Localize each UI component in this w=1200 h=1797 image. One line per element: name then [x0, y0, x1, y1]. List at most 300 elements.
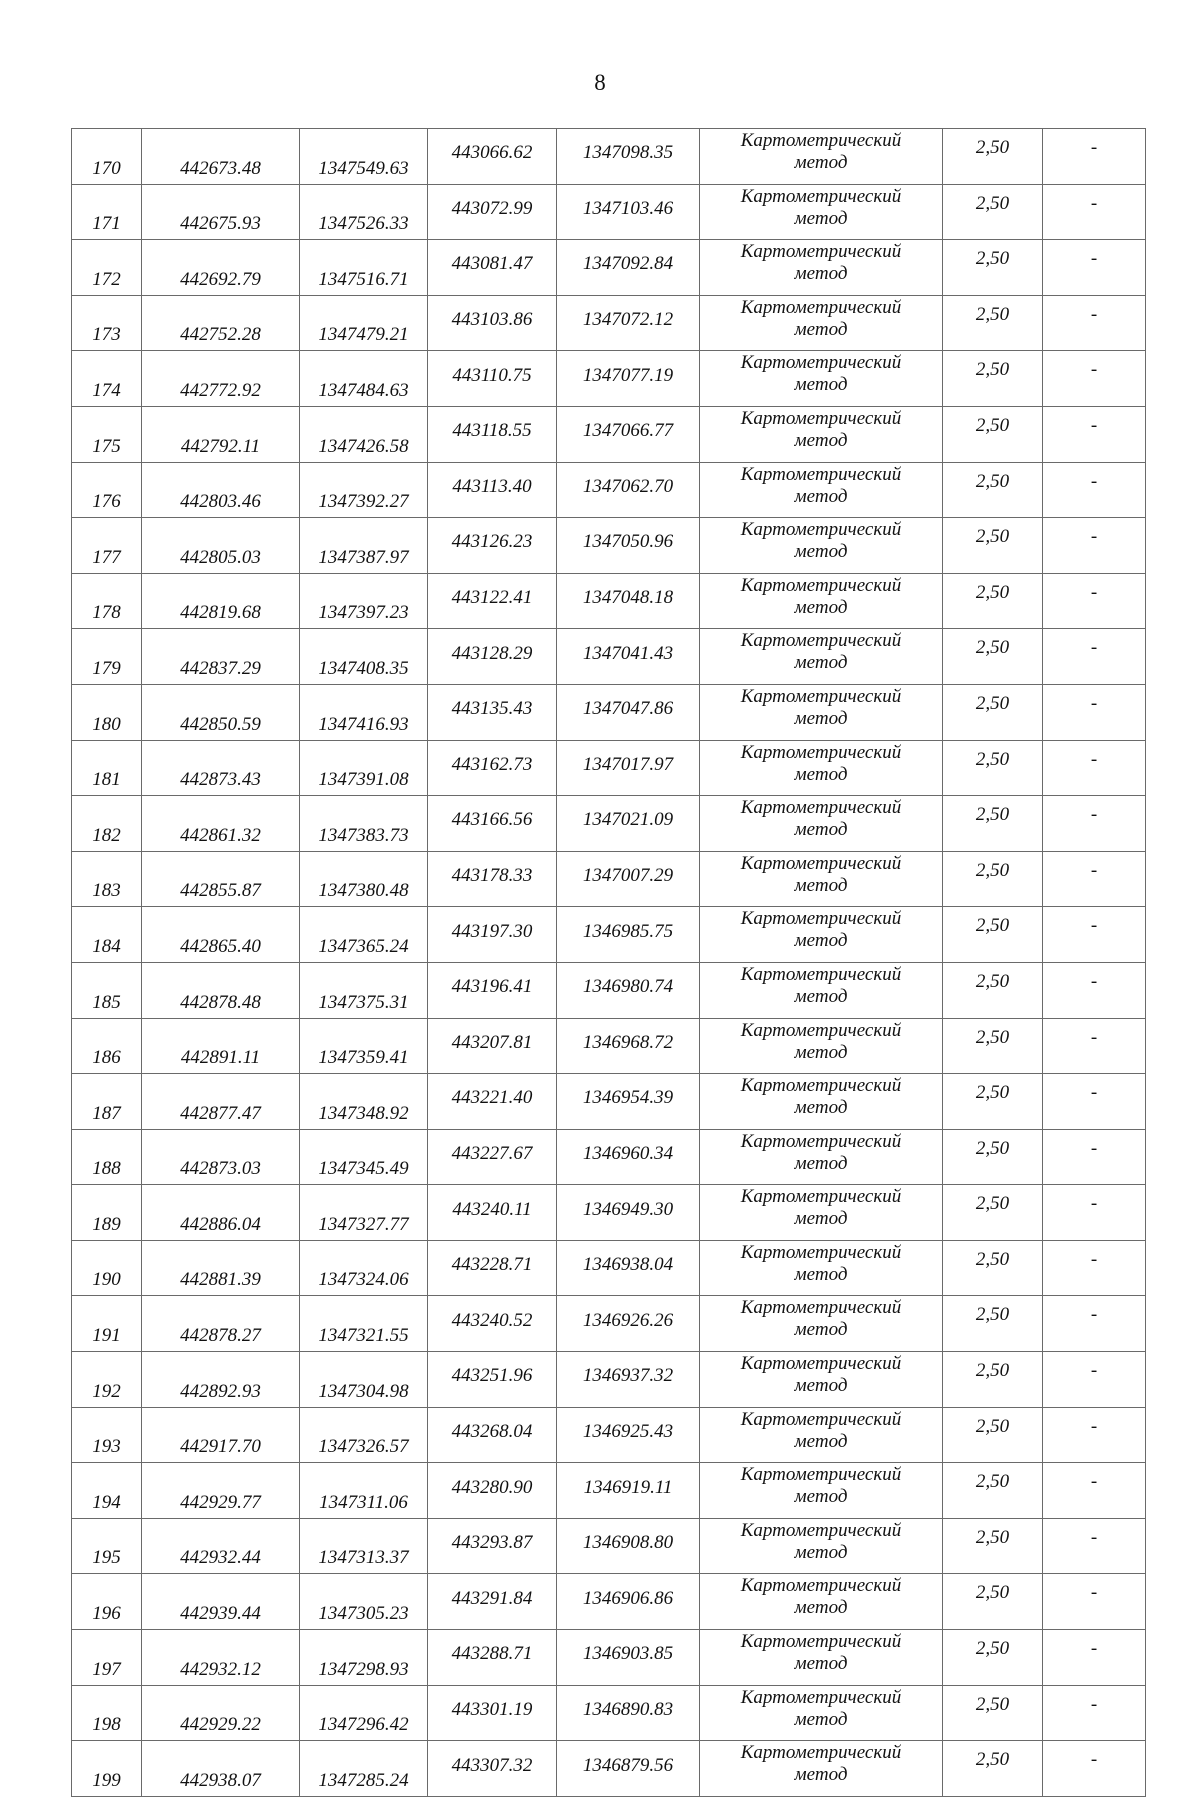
y2-cell: 1346906.86 — [557, 1574, 700, 1630]
point-number-cell: 188 — [72, 1129, 142, 1185]
y1-cell: 1347516.71 — [300, 240, 428, 296]
method-line: метод — [794, 1041, 848, 1063]
y1-cell: 1347392.27 — [300, 462, 428, 518]
method-line: Картометрический — [740, 352, 902, 374]
point-number-cell: 179 — [72, 629, 142, 685]
y1-cell: 1347298.93 — [300, 1630, 428, 1686]
x2-cell: 443301.19 — [428, 1685, 557, 1741]
accuracy-cell: 2,50 — [943, 907, 1043, 963]
method-line: метод — [794, 874, 848, 896]
x1-cell: 442865.40 — [142, 907, 300, 963]
x1-cell: 442803.46 — [142, 462, 300, 518]
y1-cell: 1347345.49 — [300, 1129, 428, 1185]
x1-cell: 442878.48 — [142, 962, 300, 1018]
y1-cell: 1347313.37 — [300, 1518, 428, 1574]
y2-cell: 1347098.35 — [557, 129, 700, 185]
table-row — [72, 240, 1146, 296]
method-cell — [700, 1018, 943, 1074]
table-row — [72, 1018, 1146, 1074]
note-cell: - — [1043, 1074, 1146, 1130]
accuracy-cell: 2,50 — [943, 406, 1043, 462]
x1-cell: 442881.39 — [142, 1240, 300, 1296]
y2-cell: 1346879.56 — [557, 1741, 700, 1797]
x1-cell: 442675.93 — [142, 184, 300, 240]
method-line: Картометрический — [740, 407, 902, 429]
method-line: Картометрический — [740, 1464, 902, 1486]
x2-cell: 443113.40 — [428, 462, 557, 518]
note-cell: - — [1043, 684, 1146, 740]
table-row — [72, 518, 1146, 574]
method-cell — [700, 962, 943, 1018]
x1-cell: 442873.43 — [142, 740, 300, 796]
method-cell — [700, 573, 943, 629]
x1-cell: 442837.29 — [142, 629, 300, 685]
method-line: Картометрический — [740, 908, 902, 930]
note-cell: - — [1043, 1630, 1146, 1686]
table-row — [72, 1129, 1146, 1185]
point-number-cell: 190 — [72, 1240, 142, 1296]
y1-cell: 1347305.23 — [300, 1574, 428, 1630]
x2-cell: 443196.41 — [428, 962, 557, 1018]
note-cell: - — [1043, 1741, 1146, 1797]
point-number-cell: 185 — [72, 962, 142, 1018]
method-line: Картометрический — [740, 1742, 902, 1764]
y1-cell: 1347484.63 — [300, 351, 428, 407]
point-number-cell: 176 — [72, 462, 142, 518]
accuracy-cell: 2,50 — [943, 240, 1043, 296]
x2-cell: 443162.73 — [428, 740, 557, 796]
x1-cell: 442929.22 — [142, 1685, 300, 1741]
point-number-cell: 184 — [72, 907, 142, 963]
accuracy-cell: 2,50 — [943, 1185, 1043, 1241]
x2-cell: 443240.11 — [428, 1185, 557, 1241]
accuracy-cell: 2,50 — [943, 518, 1043, 574]
y1-cell: 1347383.73 — [300, 796, 428, 852]
note-cell: - — [1043, 351, 1146, 407]
method-line: метод — [794, 1597, 848, 1619]
x1-cell: 442939.44 — [142, 1574, 300, 1630]
table-row — [72, 295, 1146, 351]
note-cell: - — [1043, 1518, 1146, 1574]
point-number-cell: 187 — [72, 1074, 142, 1130]
x1-cell: 442938.07 — [142, 1741, 300, 1797]
y2-cell: 1346938.04 — [557, 1240, 700, 1296]
x1-cell: 442932.12 — [142, 1630, 300, 1686]
method-line: Картометрический — [740, 463, 902, 485]
method-cell — [700, 1129, 943, 1185]
method-line: Картометрический — [740, 741, 902, 763]
note-cell: - — [1043, 1574, 1146, 1630]
method-line: метод — [794, 819, 848, 841]
table-row — [72, 629, 1146, 685]
accuracy-cell: 2,50 — [943, 1741, 1043, 1797]
x2-cell: 443207.81 — [428, 1018, 557, 1074]
y2-cell: 1346925.43 — [557, 1407, 700, 1463]
method-line: метод — [794, 263, 848, 285]
y1-cell: 1347327.77 — [300, 1185, 428, 1241]
accuracy-cell: 2,50 — [943, 962, 1043, 1018]
accuracy-cell: 2,50 — [943, 629, 1043, 685]
note-cell: - — [1043, 1240, 1146, 1296]
point-number-cell: 193 — [72, 1407, 142, 1463]
x1-cell: 442819.68 — [142, 573, 300, 629]
accuracy-cell: 2,50 — [943, 1518, 1043, 1574]
accuracy-cell: 2,50 — [943, 573, 1043, 629]
method-line: Картометрический — [740, 1130, 902, 1152]
method-line: метод — [794, 1430, 848, 1452]
y2-cell: 1347021.09 — [557, 796, 700, 852]
x1-cell: 442855.87 — [142, 851, 300, 907]
note-cell: - — [1043, 629, 1146, 685]
x2-cell: 443228.71 — [428, 1240, 557, 1296]
x1-cell: 442861.32 — [142, 796, 300, 852]
method-cell — [700, 351, 943, 407]
method-cell — [700, 462, 943, 518]
x2-cell: 443197.30 — [428, 907, 557, 963]
y2-cell: 1347050.96 — [557, 518, 700, 574]
x1-cell: 442805.03 — [142, 518, 300, 574]
coordinates-table — [71, 128, 1146, 1797]
method-line: метод — [794, 652, 848, 674]
x1-cell: 442886.04 — [142, 1185, 300, 1241]
x1-cell: 442892.93 — [142, 1352, 300, 1408]
method-line: метод — [794, 429, 848, 451]
y1-cell: 1347549.63 — [300, 129, 428, 185]
method-line: Картометрический — [740, 1353, 902, 1375]
point-number-cell: 177 — [72, 518, 142, 574]
point-number-cell: 198 — [72, 1685, 142, 1741]
method-cell — [700, 684, 943, 740]
method-line: Картометрический — [740, 1075, 902, 1097]
x2-cell: 443110.75 — [428, 351, 557, 407]
note-cell: - — [1043, 1185, 1146, 1241]
x1-cell: 442873.03 — [142, 1129, 300, 1185]
x2-cell: 443128.29 — [428, 629, 557, 685]
y2-cell: 1347092.84 — [557, 240, 700, 296]
method-cell — [700, 796, 943, 852]
table-row — [72, 1741, 1146, 1797]
accuracy-cell: 2,50 — [943, 1296, 1043, 1352]
method-line: Картометрический — [740, 1686, 902, 1708]
x1-cell: 442673.48 — [142, 129, 300, 185]
method-cell — [700, 851, 943, 907]
table-row — [72, 184, 1146, 240]
accuracy-cell: 2,50 — [943, 184, 1043, 240]
method-cell — [700, 1685, 943, 1741]
y1-cell: 1347348.92 — [300, 1074, 428, 1130]
table-row — [72, 1685, 1146, 1741]
method-line: Картометрический — [740, 1297, 902, 1319]
x2-cell: 443293.87 — [428, 1518, 557, 1574]
note-cell: - — [1043, 573, 1146, 629]
note-cell: - — [1043, 1352, 1146, 1408]
y1-cell: 1347326.57 — [300, 1407, 428, 1463]
method-line: Картометрический — [740, 1019, 902, 1041]
point-number-cell: 195 — [72, 1518, 142, 1574]
table-row — [72, 1240, 1146, 1296]
x1-cell: 442878.27 — [142, 1296, 300, 1352]
method-line: Картометрический — [740, 797, 902, 819]
accuracy-cell: 2,50 — [943, 351, 1043, 407]
method-cell — [700, 184, 943, 240]
method-line: метод — [794, 1097, 848, 1119]
table-row — [72, 1352, 1146, 1408]
y1-cell: 1347526.33 — [300, 184, 428, 240]
table-row — [72, 1630, 1146, 1686]
accuracy-cell: 2,50 — [943, 740, 1043, 796]
y1-cell: 1347479.21 — [300, 295, 428, 351]
method-cell — [700, 518, 943, 574]
note-cell: - — [1043, 1129, 1146, 1185]
y1-cell: 1347387.97 — [300, 518, 428, 574]
y1-cell: 1347380.48 — [300, 851, 428, 907]
method-line: Картометрический — [740, 185, 902, 207]
x2-cell: 443118.55 — [428, 406, 557, 462]
method-line: Картометрический — [740, 1186, 902, 1208]
y1-cell: 1347391.08 — [300, 740, 428, 796]
method-line: Картометрический — [740, 130, 902, 151]
note-cell: - — [1043, 962, 1146, 1018]
table-row — [72, 907, 1146, 963]
note-cell: - — [1043, 740, 1146, 796]
method-cell — [700, 1518, 943, 1574]
y1-cell: 1347397.23 — [300, 573, 428, 629]
method-line: Картометрический — [740, 574, 902, 596]
method-line: метод — [794, 1208, 848, 1230]
x2-cell: 443081.47 — [428, 240, 557, 296]
method-line: Картометрический — [740, 963, 902, 985]
table-body — [72, 129, 1146, 1797]
method-cell — [700, 1463, 943, 1519]
method-line: метод — [794, 985, 848, 1007]
y2-cell: 1346937.32 — [557, 1352, 700, 1408]
method-line: метод — [794, 541, 848, 563]
y2-cell: 1346908.80 — [557, 1518, 700, 1574]
x2-cell: 443268.04 — [428, 1407, 557, 1463]
point-number-cell: 178 — [72, 573, 142, 629]
y2-cell: 1346968.72 — [557, 1018, 700, 1074]
x1-cell: 442932.44 — [142, 1518, 300, 1574]
point-number-cell: 172 — [72, 240, 142, 296]
page-number: 8 — [594, 70, 606, 95]
method-line: Картометрический — [740, 1241, 902, 1263]
method-cell — [700, 240, 943, 296]
note-cell: - — [1043, 1685, 1146, 1741]
y2-cell: 1347007.29 — [557, 851, 700, 907]
y1-cell: 1347311.06 — [300, 1463, 428, 1519]
table-row — [72, 1574, 1146, 1630]
y2-cell: 1347066.77 — [557, 406, 700, 462]
y1-cell: 1347359.41 — [300, 1018, 428, 1074]
method-line: Картометрический — [740, 519, 902, 541]
method-line: метод — [794, 1486, 848, 1508]
y2-cell: 1347047.86 — [557, 684, 700, 740]
table-row — [72, 796, 1146, 852]
table-row — [72, 740, 1146, 796]
y1-cell: 1347416.93 — [300, 684, 428, 740]
y1-cell: 1347321.55 — [300, 1296, 428, 1352]
point-number-cell: 173 — [72, 295, 142, 351]
method-line: Картометрический — [740, 296, 902, 318]
method-cell — [700, 1185, 943, 1241]
method-line: Картометрический — [740, 1408, 902, 1430]
x2-cell: 443166.56 — [428, 796, 557, 852]
point-number-cell: 191 — [72, 1296, 142, 1352]
method-line: метод — [794, 1152, 848, 1174]
note-cell: - — [1043, 1296, 1146, 1352]
y1-cell: 1347296.42 — [300, 1685, 428, 1741]
method-line: Картометрический — [740, 1519, 902, 1541]
note-cell: - — [1043, 851, 1146, 907]
accuracy-cell: 2,50 — [943, 1240, 1043, 1296]
note-cell: - — [1043, 907, 1146, 963]
method-line: метод — [794, 1541, 848, 1563]
point-number-cell: 186 — [72, 1018, 142, 1074]
table-row — [72, 462, 1146, 518]
x2-cell: 443240.52 — [428, 1296, 557, 1352]
accuracy-cell: 2,50 — [943, 1074, 1043, 1130]
table-row — [72, 1296, 1146, 1352]
accuracy-cell: 2,50 — [943, 1352, 1043, 1408]
y2-cell: 1347017.97 — [557, 740, 700, 796]
method-line: Картометрический — [740, 1575, 902, 1597]
point-number-cell: 192 — [72, 1352, 142, 1408]
method-line: метод — [794, 318, 848, 340]
method-line: метод — [794, 1653, 848, 1675]
point-number-cell: 181 — [72, 740, 142, 796]
method-line: метод — [794, 1708, 848, 1730]
y1-cell: 1347304.98 — [300, 1352, 428, 1408]
x2-cell: 443280.90 — [428, 1463, 557, 1519]
x1-cell: 442792.11 — [142, 406, 300, 462]
y1-cell: 1347408.35 — [300, 629, 428, 685]
point-number-cell: 182 — [72, 796, 142, 852]
y2-cell: 1347077.19 — [557, 351, 700, 407]
y2-cell: 1346926.26 — [557, 1296, 700, 1352]
point-number-cell: 199 — [72, 1741, 142, 1797]
method-line: метод — [794, 763, 848, 785]
method-cell — [700, 1240, 943, 1296]
point-number-cell: 189 — [72, 1185, 142, 1241]
y1-cell: 1347324.06 — [300, 1240, 428, 1296]
note-cell: - — [1043, 518, 1146, 574]
x2-cell: 443227.67 — [428, 1129, 557, 1185]
accuracy-cell: 2,50 — [943, 796, 1043, 852]
point-number-cell: 171 — [72, 184, 142, 240]
method-line: метод — [794, 707, 848, 729]
x2-cell: 443066.62 — [428, 129, 557, 185]
x2-cell: 443221.40 — [428, 1074, 557, 1130]
accuracy-cell: 2,50 — [943, 129, 1043, 185]
method-line: метод — [794, 1263, 848, 1285]
method-line: метод — [794, 485, 848, 507]
x2-cell: 443103.86 — [428, 295, 557, 351]
accuracy-cell: 2,50 — [943, 1463, 1043, 1519]
method-line: Картометрический — [740, 1631, 902, 1653]
table-row — [72, 684, 1146, 740]
point-number-cell: 194 — [72, 1463, 142, 1519]
x2-cell: 443288.71 — [428, 1630, 557, 1686]
table-row — [72, 1074, 1146, 1130]
table-row — [72, 1407, 1146, 1463]
note-cell: - — [1043, 462, 1146, 518]
method-line: метод — [794, 1319, 848, 1341]
method-cell — [700, 629, 943, 685]
method-cell — [700, 1074, 943, 1130]
method-line: метод — [794, 930, 848, 952]
table-row — [72, 1518, 1146, 1574]
y2-cell: 1346985.75 — [557, 907, 700, 963]
y1-cell: 1347285.24 — [300, 1741, 428, 1797]
table-row — [72, 129, 1146, 185]
note-cell: - — [1043, 796, 1146, 852]
accuracy-cell: 2,50 — [943, 1574, 1043, 1630]
y2-cell: 1347048.18 — [557, 573, 700, 629]
accuracy-cell: 2,50 — [943, 1685, 1043, 1741]
y2-cell: 1347041.43 — [557, 629, 700, 685]
method-line: метод — [794, 1764, 848, 1786]
method-cell — [700, 1741, 943, 1797]
y2-cell: 1346980.74 — [557, 962, 700, 1018]
accuracy-cell: 2,50 — [943, 462, 1043, 518]
x2-cell: 443307.32 — [428, 1741, 557, 1797]
point-number-cell: 183 — [72, 851, 142, 907]
method-line: Картометрический — [740, 685, 902, 707]
method-cell — [700, 1630, 943, 1686]
x1-cell: 442772.92 — [142, 351, 300, 407]
accuracy-cell: 2,50 — [943, 851, 1043, 907]
note-cell: - — [1043, 406, 1146, 462]
y1-cell: 1347365.24 — [300, 907, 428, 963]
method-line: метод — [794, 374, 848, 396]
x1-cell: 442850.59 — [142, 684, 300, 740]
y2-cell: 1346954.39 — [557, 1074, 700, 1130]
y1-cell: 1347426.58 — [300, 406, 428, 462]
x1-cell: 442929.77 — [142, 1463, 300, 1519]
y2-cell: 1347062.70 — [557, 462, 700, 518]
table-row — [72, 962, 1146, 1018]
y2-cell: 1347072.12 — [557, 295, 700, 351]
note-cell: - — [1043, 1463, 1146, 1519]
method-line: Картометрический — [740, 630, 902, 652]
y2-cell: 1346949.30 — [557, 1185, 700, 1241]
method-line: метод — [794, 596, 848, 618]
accuracy-cell: 2,50 — [943, 684, 1043, 740]
y2-cell: 1346890.83 — [557, 1685, 700, 1741]
x2-cell: 443251.96 — [428, 1352, 557, 1408]
point-number-cell: 197 — [72, 1630, 142, 1686]
x1-cell: 442752.28 — [142, 295, 300, 351]
x2-cell: 443178.33 — [428, 851, 557, 907]
table-row — [72, 1463, 1146, 1519]
method-cell — [700, 907, 943, 963]
note-cell: - — [1043, 1407, 1146, 1463]
x2-cell: 443135.43 — [428, 684, 557, 740]
method-line: метод — [794, 152, 848, 173]
method-line: метод — [794, 1375, 848, 1397]
y1-cell: 1347375.31 — [300, 962, 428, 1018]
x1-cell: 442692.79 — [142, 240, 300, 296]
method-cell — [700, 129, 943, 185]
note-cell: - — [1043, 184, 1146, 240]
point-number-cell: 170 — [72, 129, 142, 185]
x1-cell: 442877.47 — [142, 1074, 300, 1130]
note-cell: - — [1043, 240, 1146, 296]
method-cell — [700, 406, 943, 462]
point-number-cell: 196 — [72, 1574, 142, 1630]
x1-cell: 442917.70 — [142, 1407, 300, 1463]
method-cell — [700, 1574, 943, 1630]
